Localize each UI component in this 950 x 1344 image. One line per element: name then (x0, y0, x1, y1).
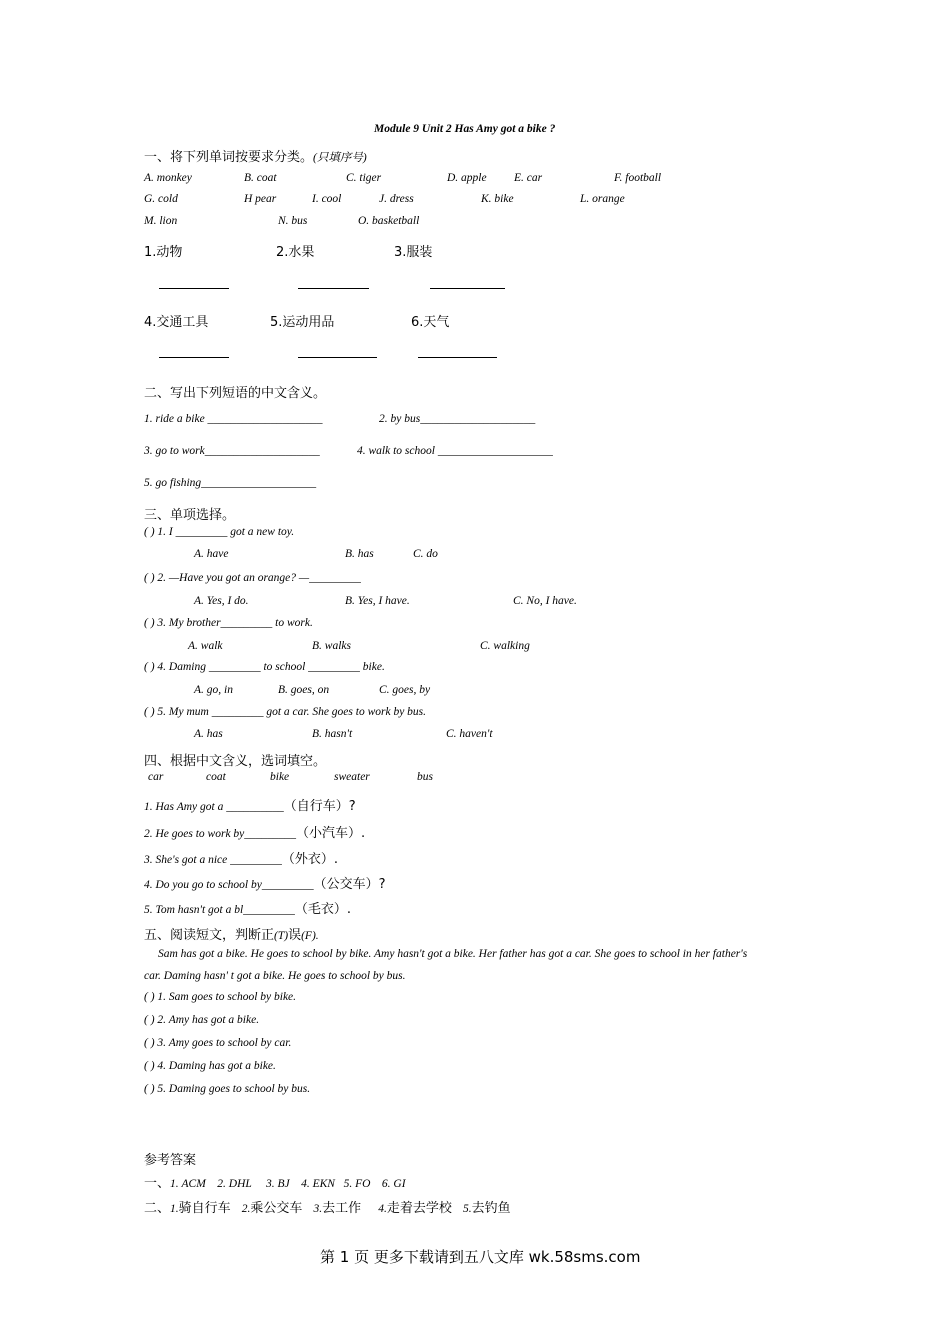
question-stem: ( ) 1. I _________ got a new toy. (144, 526, 295, 538)
true-false-item: ( ) 1. Sam goes to school by bike. (144, 991, 297, 1003)
category-label: 6.天气 (411, 315, 450, 330)
section-5-heading: 五、阅读短文，判断正(T)误(F). (144, 928, 319, 943)
word-option: C. tiger (346, 172, 382, 184)
choice-option: A. has (194, 728, 223, 740)
phrase-item: 4. walk to school ____________________ (357, 445, 553, 457)
word-bank-item: sweater (334, 771, 370, 783)
category-label: 1.动物 (144, 245, 183, 260)
word-option: D. apple (447, 172, 487, 184)
question-stem: ( ) 2. —Have you got an orange? —_________ (144, 572, 361, 584)
phrase-item: 3. go to work____________________ (144, 445, 320, 457)
page-footer: 第 1 页 更多下载请到五八文库 wk.58sms.com (320, 1248, 641, 1266)
choice-option: B. goes, on (278, 684, 330, 696)
word-bank-item: car (148, 771, 164, 783)
choice-option: B. has (345, 548, 374, 560)
choice-option: A. walk (188, 640, 223, 652)
choice-option: B. walks (312, 640, 351, 652)
page-title: Module 9 Unit 2 Has Amy got a bike ? (374, 123, 556, 135)
word-option: F. football (614, 172, 662, 184)
question-stem: ( ) 4. Daming _________ to school _________ bike. (144, 661, 385, 673)
choice-option: C. goes, by (379, 684, 431, 696)
answer-blank[interactable] (298, 357, 377, 358)
phrase-item: 2. by bus____________________ (379, 413, 536, 425)
fill-in-item: 5. Tom hasn't got a bl_________（毛衣）. (144, 902, 352, 917)
word-option: O. basketball (358, 215, 420, 227)
word-option: A. monkey (144, 172, 192, 184)
true-false-item: ( ) 3. Amy goes to school by car. (144, 1037, 292, 1049)
choice-option: A. go, in (194, 684, 233, 696)
reading-passage-line: Sam has got a bike. He goes to school by bike. Amy hasn't got a bike. Her father has got a car. She goes to school in her father's (158, 948, 748, 960)
choice-option: C. do (413, 548, 438, 560)
answer-blank[interactable] (430, 288, 505, 289)
word-option: H pear (244, 193, 277, 205)
section-2-heading: 二、写出下列短语的中文含义。 (144, 386, 327, 401)
word-option: E. car (514, 172, 543, 184)
choice-option: C. No, I have. (513, 595, 577, 607)
word-option: L. orange (580, 193, 625, 205)
answer-key-line-1: 一、1. ACM 2. DHL 3. BJ 4. EKN 5. FO 6. GI (144, 1176, 406, 1191)
word-bank-item: bus (417, 771, 433, 783)
fill-in-item: 4. Do you go to school by_________（公交车）? (144, 877, 386, 892)
fill-in-item: 2. He goes to work by_________（小汽车）. (144, 826, 366, 841)
phrase-item: 1. ride a bike ____________________ (144, 413, 323, 425)
section-1-heading: 一、将下列单词按要求分类。(只填序号) (144, 150, 367, 165)
true-false-item: ( ) 5. Daming goes to school by bus. (144, 1083, 311, 1095)
fill-in-item: 1. Has Amy got a __________（自行车）? (144, 799, 356, 814)
reading-passage-line: car. Daming hasn' t got a bike. He goes to school by bus. (144, 970, 406, 982)
answer-blank[interactable] (159, 288, 229, 289)
answer-blank[interactable] (418, 357, 497, 358)
word-option: I. cool (312, 193, 342, 205)
answer-key-heading: 参考答案 (144, 1153, 197, 1168)
phrase-item: 5. go fishing____________________ (144, 477, 317, 489)
question-stem: ( ) 5. My mum _________ got a car. She goes to work by bus. (144, 706, 427, 718)
word-option: M. lion (144, 215, 178, 227)
choice-option: A. Yes, I do. (194, 595, 249, 607)
word-bank-item: coat (206, 771, 226, 783)
choice-option: B. Yes, I have. (345, 595, 410, 607)
answer-blank[interactable] (298, 288, 369, 289)
word-option: G. cold (144, 193, 178, 205)
question-stem: ( ) 3. My brother_________ to work. (144, 617, 313, 629)
category-label: 2.水果 (276, 245, 315, 260)
category-label: 4.交通工具 (144, 315, 209, 330)
word-option: B. coat (244, 172, 277, 184)
choice-option: C. walking (480, 640, 530, 652)
choice-option: C. haven't (446, 728, 493, 740)
word-option: N. bus (278, 215, 308, 227)
answer-blank[interactable] (159, 357, 229, 358)
section-4-heading: 四、根据中文含义，选词填空。 (144, 754, 327, 769)
true-false-item: ( ) 4. Daming has got a bike. (144, 1060, 276, 1072)
section-3-heading: 三、单项选择。 (144, 508, 236, 523)
choice-option: B. hasn't (312, 728, 353, 740)
fill-in-item: 3. She's got a nice _________（外衣）. (144, 852, 339, 867)
word-option: J. dress (379, 193, 414, 205)
answer-key-line-2: 二、1.骑自行车 2.乘公交车 3.去工作 4.走着去学校 5.去钓鱼 (144, 1201, 511, 1216)
category-label: 3.服装 (394, 245, 433, 260)
category-label: 5.运动用品 (270, 315, 335, 330)
choice-option: A. have (194, 548, 229, 560)
true-false-item: ( ) 2. Amy has got a bike. (144, 1014, 260, 1026)
word-option: K. bike (481, 193, 514, 205)
word-bank-item: bike (270, 771, 290, 783)
